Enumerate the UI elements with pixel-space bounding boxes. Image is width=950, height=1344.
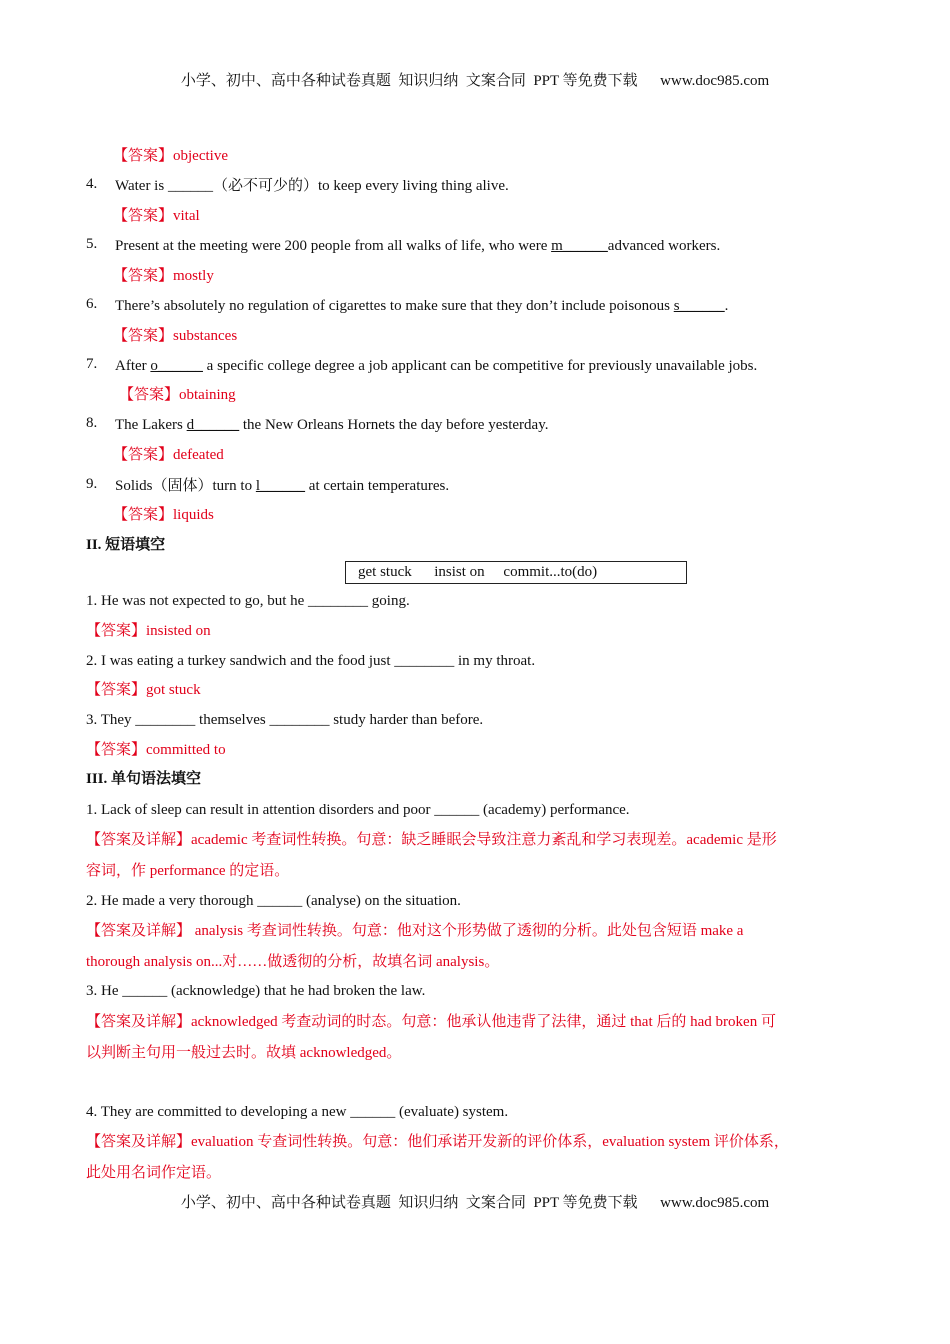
- grammar-answer-3-line2: 以判断主句用一般过去时。故填 acknowledged。: [86, 1045, 402, 1061]
- item-7-text-post: a specific college degree a job applicant can be competitive for previously unavailable jobs.: [202, 358, 758, 374]
- answer-6: 【答案】substances: [113, 328, 238, 344]
- page-header: 小学、初中、高中各种试卷真题 知识归纳 文案合同 PPT 等免费下载 www.doc985.com: [180, 73, 770, 89]
- grammar-answer-1-line2: 容词，作 performance 的定语。: [86, 863, 290, 879]
- item-8-text-pre: The Lakers: [115, 417, 187, 433]
- answer-5: 【答案】mostly: [113, 268, 214, 284]
- answer-3: 【答案】objective: [113, 148, 228, 164]
- item-9-blank: l______: [255, 478, 306, 494]
- answer-9: 【答案】liquids: [113, 507, 214, 523]
- phrase-answer-1: 【答案】insisted on: [86, 623, 211, 639]
- answer-7: 【答案】obtaining: [119, 387, 236, 403]
- item-9-number: 9.: [86, 476, 98, 492]
- item-8-number: 8.: [86, 415, 98, 431]
- item-8-question: [115, 415, 548, 435]
- phrase-question-3: 3. They ________ themselves ________ study harder than before.: [86, 712, 484, 728]
- section-2-title: II. 短语填空: [86, 537, 166, 553]
- phrase-word-box: get stuck insist on commit...to(do): [345, 561, 687, 584]
- item-6-question: [115, 296, 728, 316]
- phrase-answer-2: 【答案】got stuck: [86, 682, 201, 698]
- item-7-blank: o______: [150, 358, 203, 374]
- grammar-question-2: 2. He made a very thorough ______ (analyse) on the situation.: [86, 893, 461, 909]
- item-6-text-pre: There’s absolutely no regulation of cigarettes to make sure that they don’t include poisonous: [115, 298, 674, 314]
- grammar-answer-4-line2: 此处用名词作定语。: [86, 1165, 222, 1181]
- item-8-text-post: the New Orleans Hornets the day before yesterday.: [239, 417, 549, 433]
- item-7-text-pre: After: [115, 358, 151, 374]
- item-9-text-pre: Solids（固体）turn to: [115, 478, 256, 494]
- answer-8: 【答案】defeated: [113, 447, 224, 463]
- item-4-question: Water is ______（必不可少的）to keep every living thing alive.: [115, 178, 509, 194]
- item-9-text-post: at certain temperatures.: [305, 478, 450, 494]
- grammar-question-4: 4. They are committed to developing a new ______ (evaluate) system.: [86, 1104, 509, 1120]
- item-5-number: 5.: [86, 236, 98, 252]
- phrase-question-1: 1. He was not expected to go, but he ________ going.: [86, 593, 410, 609]
- item-7-number: 7.: [86, 356, 98, 372]
- answer-4: 【答案】vital: [113, 208, 200, 224]
- item-4-number: 4.: [86, 176, 98, 192]
- grammar-answer-4-line1: 【答案及详解】evaluation 专查词性转换。句意：他们承诺开发新的评价体系，evaluation system 评价体系，: [86, 1134, 789, 1150]
- section-3-title: III. 单句语法填空: [86, 771, 202, 787]
- grammar-answer-3-line1: 【答案及详解】acknowledged 考查动词的时态。句意：他承认他违背了法律，通过 that 后的 had broken 可: [86, 1014, 776, 1030]
- item-7-question: [115, 356, 757, 376]
- item-9-question: [115, 476, 449, 496]
- phrase-question-2: 2. I was eating a turkey sandwich and the food just ________ in my throat.: [86, 653, 536, 669]
- item-6-blank: s______: [673, 298, 725, 314]
- phrase-answer-3: 【答案】committed to: [86, 742, 226, 758]
- item-5-blank: m______: [551, 238, 608, 254]
- item-8-blank: d______: [186, 417, 240, 433]
- grammar-question-1: 1. Lack of sleep can result in attention disorders and poor ______ (academy) performance.: [86, 802, 630, 818]
- grammar-answer-2-line2: thorough analysis on...对……做透彻的分析，故填名词 analysis。: [86, 954, 500, 970]
- page-footer: 小学、初中、高中各种试卷真题 知识归纳 文案合同 PPT 等免费下载 www.doc985.com: [180, 1195, 770, 1211]
- item-5-question: [115, 236, 720, 256]
- item-6-number: 6.: [86, 296, 98, 312]
- item-5-text-post: advanced workers.: [607, 238, 721, 254]
- item-6-text-post: .: [724, 298, 729, 314]
- grammar-answer-2-line1: 【答案及详解】 analysis 考查词性转换。句意：他对这个形势做了透彻的分析。此处包含短语 make a: [86, 923, 744, 939]
- item-5-text-pre: Present at the meeting were 200 people from all walks of life, who were: [115, 238, 552, 254]
- grammar-answer-1-line1: 【答案及详解】academic 考查词性转换。句意：缺乏睡眠会导致注意力紊乱和学习表现差。academic 是形: [86, 832, 777, 848]
- grammar-question-3: 3. He ______ (acknowledge) that he had broken the law.: [86, 983, 426, 999]
